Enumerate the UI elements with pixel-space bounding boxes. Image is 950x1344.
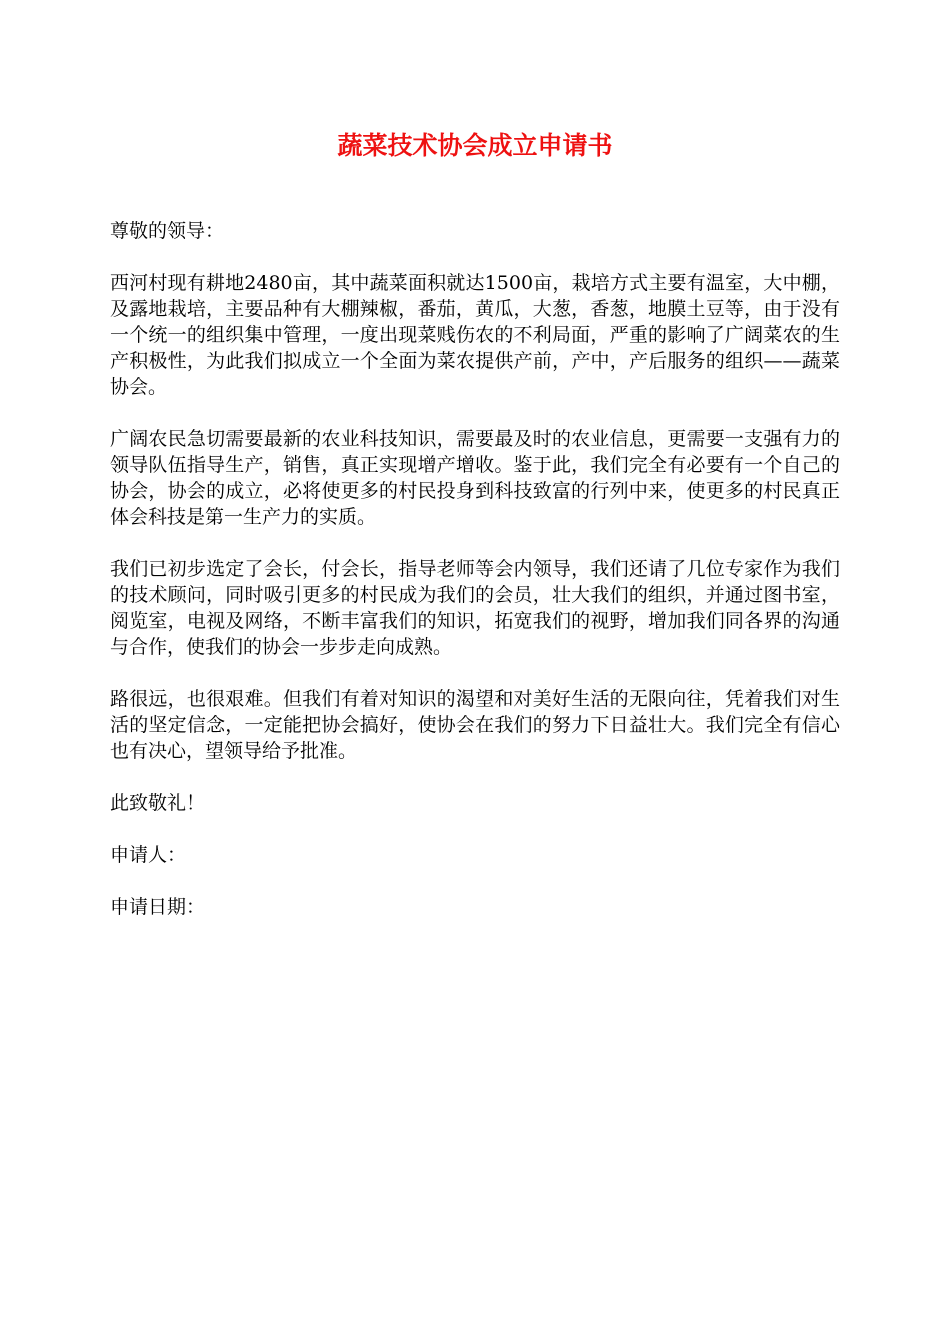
- paragraph-1: 西河村现有耕地2480亩，其中蔬菜面积就达1500亩，栽培方式主要有温室，大中棚，及露地栽培，主要品种有大棚辣椒，番茄，黄瓜，大葱，香葱，地膜土豆等，由于没有一个统一的组织集中管理，一度出现菜贱伤农的不利局面，严重的影响了广阔菜农的生产积极性，为此我们拟成立一个全面为菜农提供产前，产中，产后服务的组织——蔬菜协会。: [110, 272, 840, 398]
- salutation: 尊敬的领导：: [110, 220, 225, 242]
- paragraph-3: 我们已初步选定了会长，付会长，指导老师等会内领导，我们还请了几位专家作为我们的技术顾问，同时吸引更多的村民成为我们的会员，壮大我们的组织，并通过图书室，阅览室，电视及网络，不断丰富我们的知识，拓宽我们的视野，增加我们同各界的沟通与合作，使我们的协会一步步走向成熟。: [110, 558, 840, 658]
- closing: 此致敬礼！: [110, 792, 206, 814]
- document-body: [110, 218, 840, 946]
- paragraph-2: 广阔农民急切需要最新的农业科技知识，需要最及时的农业信息，更需要一支强有力的领导队伍指导生产，销售，真正实现增产增收。鉴于此，我们完全有必要有一个自己的协会，协会的成立，必将使更多的村民投身到科技致富的行列中来，使更多的村民真正体会科技是第一生产力的实质。: [110, 428, 840, 528]
- date-label: 申请日期：: [110, 896, 206, 918]
- paragraph-4: 路很远，也很艰难。但我们有着对知识的渴望和对美好生活的无限向往，凭着我们对生活的坚定信念，一定能把协会搞好，使协会在我们的努力下日益壮大。我们完全有信心也有决心，望领导给予批准。: [110, 688, 840, 762]
- applicant-label: 申请人：: [110, 844, 187, 866]
- document-title: 蔬菜技术协会成立申请书: [337, 131, 613, 160]
